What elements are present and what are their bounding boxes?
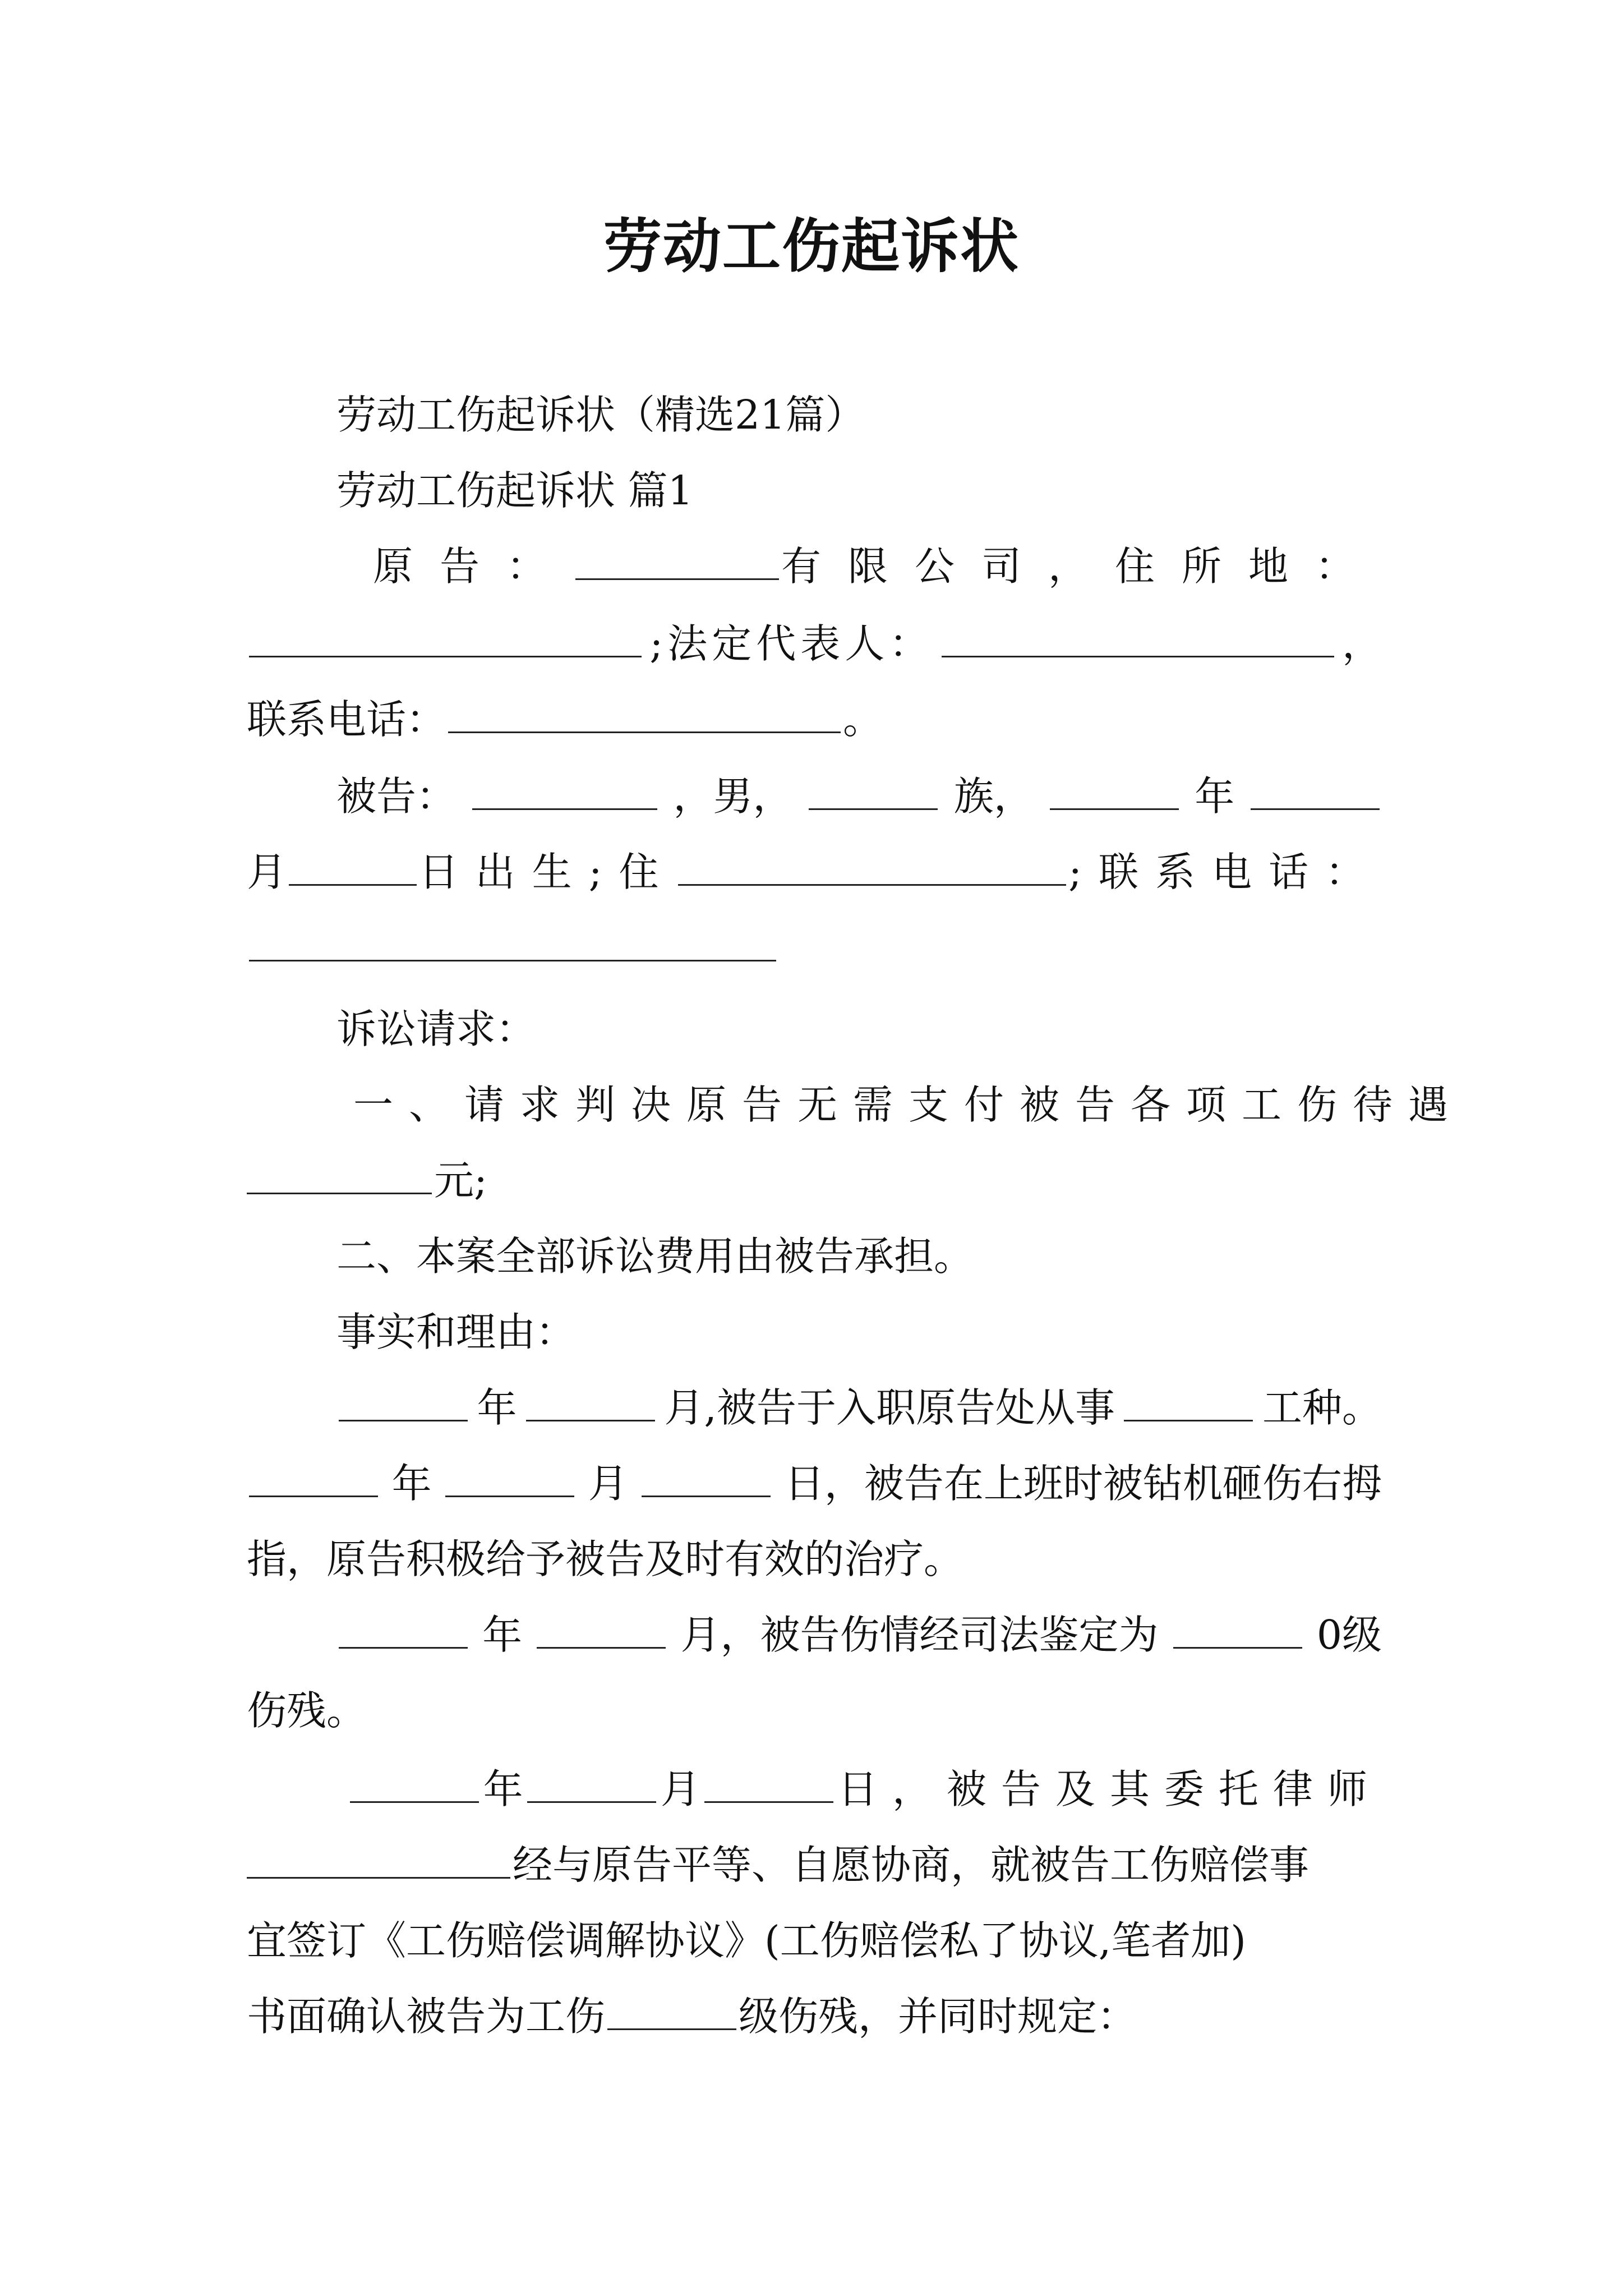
company-suffix: 有限公司， <box>781 543 1115 590</box>
defendant-phone-label: ;联系电话： <box>1068 849 1382 895</box>
appraisal-year-blank <box>339 1614 468 1649</box>
defendant-phone-blank <box>249 927 776 961</box>
company-name-blank <box>575 546 779 580</box>
hire-year-label: 年 <box>477 1384 517 1431</box>
fact-paragraph-2-line-2: 指，原告积极给予被告及时有效的治疗。 <box>247 1536 964 1582</box>
confirmation-text: 书面确认被告为工伤 <box>247 1993 606 2040</box>
injury-day-blank <box>642 1463 771 1497</box>
legal-rep-blank <box>942 623 1334 657</box>
fact-paragraph-4-line-3: 宜签订《工伤赔偿调解协议》(工伤赔偿私了协议,笔者加) <box>247 1917 1246 1964</box>
month-label: 月 <box>247 849 287 895</box>
claim-item-2: 二、本案全部诉讼费用由被告承担。 <box>336 1233 974 1280</box>
plaintiff-phone-blank <box>448 699 841 733</box>
appraisal-text: 月，被告伤情经司法鉴定为 <box>680 1612 1159 1658</box>
legal-rep-label: ;法定代表人： <box>649 620 934 667</box>
document-title: 劳动工伤起诉状 <box>603 211 1020 280</box>
agreement-year-label: 年 <box>483 1766 523 1812</box>
period: 。 <box>843 696 883 743</box>
agreement-month-blank <box>527 1769 656 1803</box>
plaintiff-line-2 <box>247 616 1382 672</box>
confirmation-tail: 级伤残，并同时规定： <box>739 1993 1137 2040</box>
confirmed-grade-blank <box>607 1996 736 2030</box>
plaintiff-line-1 <box>373 539 1382 595</box>
injury-year-label: 年 <box>391 1460 432 1507</box>
defendant-gender: ，男， <box>673 773 793 820</box>
appraisal-month-blank <box>537 1614 666 1649</box>
claim-amount-unit: 元; <box>434 1157 487 1204</box>
agreement-year-blank <box>350 1769 479 1803</box>
agreement-parties-text: 日，被告及其委托律师 <box>837 1766 1382 1812</box>
ethnicity-blank <box>809 776 938 810</box>
job-type-text: 工种。 <box>1262 1384 1382 1431</box>
defendant-line-3 <box>247 920 1382 976</box>
injury-month-blank <box>445 1463 574 1497</box>
fact-paragraph-4-line-4 <box>247 1989 1382 2045</box>
defendant-label: 被告： <box>336 773 457 820</box>
birth-day-blank <box>289 852 417 886</box>
facts-heading: 事实和理由： <box>336 1309 576 1355</box>
claims-heading: 诉讼请求： <box>336 1006 536 1052</box>
fact-paragraph-1 <box>336 1380 1382 1436</box>
plaintiff-phone-label: 联系电话： <box>247 696 446 743</box>
plaintiff-line-3 <box>247 692 1382 748</box>
hire-month-blank <box>526 1387 655 1421</box>
injury-year-blank <box>249 1463 378 1497</box>
injury-month-label: 月 <box>588 1460 628 1507</box>
disability-grade-blank <box>1173 1614 1302 1649</box>
lawyer-name-blank <box>247 1844 510 1879</box>
agreement-month-label: 月 <box>660 1766 700 1812</box>
comma: ， <box>1341 620 1382 667</box>
defendant-line-2 <box>247 844 1382 900</box>
ethnicity-label: 族， <box>953 773 1034 820</box>
disability-grade-text: 0级 <box>1316 1612 1382 1658</box>
fact-paragraph-3-line-2: 伤残。 <box>247 1687 367 1734</box>
defendant-line-1 <box>336 769 1382 825</box>
section-heading: 劳动工伤起诉状 篇1 <box>336 467 693 514</box>
fact-paragraph-2-line-1 <box>247 1456 1382 1512</box>
claim-item-1: 一、请求判决原告无需支付被告各项工伤待遇 <box>353 1082 1464 1128</box>
birth-label: 日出生;住 <box>418 849 676 895</box>
year-label: 年 <box>1195 773 1235 820</box>
subtitle: 劳动工伤起诉状（精选21篇） <box>336 392 865 438</box>
hire-month-text: 月,被告于入职原告处从事 <box>664 1384 1115 1431</box>
hire-year-blank <box>339 1387 468 1421</box>
address-blank <box>249 623 642 657</box>
defendant-name-blank <box>472 776 657 810</box>
plaintiff-label: 原告： <box>373 543 574 590</box>
defendant-address-blank <box>678 852 1067 886</box>
fact-paragraph-4-line-1 <box>348 1761 1382 1818</box>
address-label: 住所地： <box>1114 543 1382 590</box>
injury-description: 日，被告在上班时被钻机砸伤右拇 <box>784 1460 1382 1507</box>
negotiation-text: 经与原告平等、自愿协商，就被告工伤赔偿事 <box>513 1842 1310 1888</box>
birth-month-blank <box>1251 776 1380 810</box>
fact-paragraph-4-line-2 <box>247 1837 1382 1893</box>
birth-year-blank <box>1050 776 1179 810</box>
appraisal-year-label: 年 <box>482 1612 523 1658</box>
claim-item-1-continued <box>247 1153 1382 1209</box>
job-type-blank <box>1124 1387 1253 1421</box>
agreement-day-blank <box>704 1769 833 1803</box>
claim-amount-blank <box>247 1160 432 1194</box>
fact-paragraph-3 <box>336 1607 1382 1663</box>
